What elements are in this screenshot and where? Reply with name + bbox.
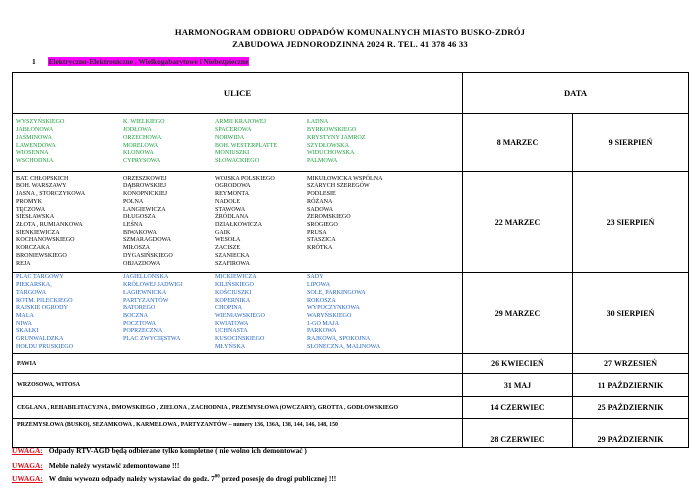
street-name: WYPOCZYNKOWA <box>307 305 360 312</box>
date-cell-1: 14 CZERWIEC <box>463 397 573 419</box>
streets-cell: PAWIA <box>13 354 463 374</box>
note-text: Odpady RTV-AGD będą odbierane tylko kompletne ( nie wolno ich demontować ) <box>48 446 307 455</box>
street-name: ARMII KRAJOWEJ <box>215 119 266 126</box>
street-name: SIESŁAWSKA <box>16 214 55 221</box>
streets-cell <box>13 273 463 354</box>
street-name: ZŁOTA , RUMIANKOWA <box>16 222 83 228</box>
streets-header: ULICE <box>13 73 463 114</box>
street-name: PROMYK <box>16 198 43 205</box>
street-name: SOLE, PARKINGOWA <box>307 289 366 296</box>
street-name: DŁUGOSZA <box>123 214 156 221</box>
street-name: JAGIELLOŃSKA <box>123 274 169 281</box>
date-cell-1: 26 KWIECIEŃ <box>463 354 573 374</box>
table-row <box>13 354 689 374</box>
category-number: 1 <box>32 57 36 66</box>
street-name: K. WIELKIEGO <box>123 119 165 126</box>
street-name: JAŚMINOWA <box>16 134 52 141</box>
street-name: PLAC TARGOWY <box>16 274 64 281</box>
street-name: SROGIEGO <box>307 222 338 228</box>
note-hour-sup: 00 <box>214 474 220 480</box>
note-text: Meble należy wystawić zdemontowane !!! <box>48 461 180 470</box>
street-name: BOH. WARSZAWY <box>16 183 67 190</box>
street-name: WIOSENNA <box>16 150 49 157</box>
date-cell-1: 22 MARZEC <box>463 172 573 273</box>
street-name: ŁADNA <box>307 119 329 126</box>
schedule-table <box>12 72 689 448</box>
street-name: MICKIEWICZA <box>215 274 257 281</box>
street-name: SZARYCH SZEREGÓW <box>307 183 370 190</box>
table-row <box>13 114 689 172</box>
street-name: OGRODOWA <box>215 183 251 190</box>
date-cell-1: 28 CZERWIEC <box>463 419 573 448</box>
date-cell-2: 29 PAŹDZIERNIK <box>573 419 689 448</box>
street-name: PARTYZANTÓW <box>123 297 169 304</box>
street-name: KOCHANOWSKIEGO <box>16 237 75 244</box>
street-name: STAWOWA <box>215 206 246 213</box>
note-3 <box>12 474 336 483</box>
street-name: KLONOWA <box>123 150 154 157</box>
street-name: REJA <box>16 260 31 267</box>
streets-cell: PRZEMYSŁOWA (BUSKO), SEZAMKOWA , KARMELOWA , PARTYZANTÓW – numery 136, 136A, 138, 144, 146, 148, 150 <box>13 419 463 448</box>
street-name: KONOPNICKIEJ <box>123 191 168 198</box>
street-name: MIŁOSZA <box>123 245 151 252</box>
street-name: JASNA , STORCZYKOWA <box>16 191 86 198</box>
street-name: REYMONTA <box>215 191 250 198</box>
street-name: 1-GO MAJA <box>307 320 339 327</box>
street-name: NORWIDA <box>215 134 245 141</box>
street-name: OBJAZDOWA <box>123 260 161 267</box>
street-name: POPRZECZNA <box>123 328 163 335</box>
table-header-row <box>13 73 689 114</box>
street-name: SADY <box>307 274 324 281</box>
street-name: UCHNASTA <box>215 328 248 335</box>
street-name: SŁOWACKIEGO <box>215 157 260 164</box>
street-column <box>16 176 123 268</box>
street-name: KRÓLOWEJ JADWIGI <box>123 282 183 289</box>
category-highlight: Elektryczno-Elektroniczne , Wielkogabarytowe i Niebezpieczne <box>48 57 249 66</box>
date-header: DATA <box>463 73 689 114</box>
street-name: JABŁONOWA <box>16 127 54 134</box>
street-column <box>123 176 215 268</box>
street-name: WIENIAWSKIEGO <box>215 313 265 319</box>
date-cell-2: 27 WRZESIEŃ <box>573 354 689 374</box>
date-cell-1: 8 MARZEC <box>463 114 573 172</box>
street-name: RÓŻANA <box>307 198 333 205</box>
street-name: PRUSA <box>307 229 327 236</box>
street-name: ŁAGIEWNICKA <box>123 289 167 296</box>
street-name: KRYSTYNY JAMROZ <box>307 134 366 141</box>
date-cell-1: 29 MARZEC <box>463 273 573 354</box>
street-column <box>307 119 447 165</box>
street-name: BOCZNA <box>123 313 149 319</box>
date-cell-2: 11 PAŹDZIERNIK <box>573 374 689 397</box>
street-name: ŻEROMSKIEGO <box>307 214 351 221</box>
table-row <box>13 273 689 354</box>
street-column <box>123 119 215 165</box>
street-name: WSCHODNIA <box>16 157 54 164</box>
street-name: SKAŁKI <box>16 328 39 335</box>
street-name: ZACISZE <box>215 245 241 252</box>
page-title: HARMONOGRAM ODBIORU ODPADÓW KOMUNALNYCH MIASTO BUSKO-ZDRÓJ <box>174 27 526 37</box>
street-name: BOH. WESTERPLATTE <box>215 142 278 149</box>
street-name: JODŁOWA <box>123 127 152 134</box>
street-name: WOJSKA POLSKIEGO <box>215 175 275 182</box>
street-name: PALMOWA <box>307 157 338 164</box>
street-name: SZAFIROWA <box>215 260 250 267</box>
street-name: ŹRÓDLANA <box>215 214 249 221</box>
street-name: SZMARAGDOWA <box>123 237 172 244</box>
street-name: KOPERNIKA <box>215 297 251 304</box>
street-name: PODLESIE <box>307 191 336 198</box>
street-name: RAJSKIE OGRODY <box>16 305 68 312</box>
street-name: LEŚNA <box>123 222 143 228</box>
street-name: WIDUCHOWSKA <box>307 150 355 157</box>
note-2 <box>12 461 179 470</box>
street-name: KUSOCIŃSKIEGO <box>215 336 265 343</box>
street-name: GRUNWALDZKA <box>16 336 64 343</box>
street-name: ROTM. PILECKIEGO <box>16 297 73 304</box>
table-row <box>13 419 689 448</box>
street-name: WESOŁA <box>215 237 241 244</box>
street-name: BIWAKOWA <box>123 229 157 236</box>
street-name: SZANIECKA <box>215 252 250 259</box>
street-name: LIPOWA <box>307 282 331 289</box>
street-name: TĘCZOWA <box>16 206 46 213</box>
category-label <box>32 57 249 66</box>
street-name: KILIŃSKIEGO <box>215 282 254 289</box>
streets-cell <box>13 114 463 172</box>
street-name: DĄBROWSKIEJ <box>123 183 166 190</box>
street-name: WYSZYŃSKIEGO <box>16 119 65 126</box>
date-cell-2: 25 PAŹDZIERNIK <box>573 397 689 419</box>
street-name: PARKOWA <box>307 328 337 335</box>
date-cell-2: 30 SIERPIEŃ <box>573 273 689 354</box>
street-column <box>307 176 447 268</box>
street-name: KORCZAKA <box>16 245 50 252</box>
street-name: MORELOWA <box>123 142 159 149</box>
street-name: HOŁDU PRUSKIEGO <box>16 343 74 350</box>
street-name: LANGIEWICZA <box>123 206 166 213</box>
street-column <box>215 176 307 268</box>
street-name: KRÓTKA <box>307 245 333 252</box>
date-cell-2: 23 SIERPIEŃ <box>573 172 689 273</box>
warning-label: UWAGA: <box>12 474 43 483</box>
street-name: ORZESZKOWEJ <box>123 175 167 182</box>
street-name: SŁONECZNA, MALINOWA <box>307 343 381 350</box>
street-name: NADOLE <box>215 198 241 205</box>
streets-cell: WRZOSOWA, WITOSA <box>13 374 463 397</box>
street-column <box>16 119 123 165</box>
note-text-end: przed posesję do drogi publicznej !!! <box>219 474 337 483</box>
street-column <box>123 274 215 351</box>
street-name: KOŚCIUSZKI <box>215 289 252 296</box>
street-name: POCZTOWA <box>123 320 157 327</box>
street-name: PLAC ZWYCIĘSTWA <box>123 336 181 343</box>
street-name: SADOWA <box>307 206 334 213</box>
street-name: MŁYŃSKA <box>215 343 246 350</box>
street-column <box>307 274 447 351</box>
street-name: LAWENDOWA <box>16 142 56 149</box>
street-column <box>215 119 307 165</box>
street-name: NIWA <box>16 320 32 327</box>
street-name: CHOPINA <box>215 305 243 312</box>
street-name: STASZICA <box>307 237 336 244</box>
street-name: MIKUŁOWICKA WSPÓLNA <box>307 175 383 182</box>
note-text: W dniu wywozu odpady należy wystawiać do godz. 7 <box>48 474 215 483</box>
street-name: CYPRYSOWA <box>123 157 161 164</box>
street-name: SPACEROWA <box>215 127 252 134</box>
street-name: POLNA <box>123 198 144 205</box>
street-name: KWIATOWA <box>215 320 249 327</box>
street-name: TARGOWA <box>16 289 46 296</box>
warning-label: UWAGA: <box>12 461 43 470</box>
table-row <box>13 172 689 273</box>
street-name: BYRKOWSKIEGO <box>307 127 357 134</box>
street-name: RAJKOWA, SPOKOJNA <box>307 336 371 343</box>
street-name: SIENKIEWICZA <box>16 229 60 236</box>
street-name: WARYŃSKIEGO <box>307 313 352 319</box>
date-cell-1: 31 MAJ <box>463 374 573 397</box>
street-name: ROKOSZA <box>307 297 336 304</box>
street-name: ORZECHOWA <box>123 134 162 141</box>
page-subtitle: ZABUDOWA JEDNORODZINNA 2024 R. TEL. 41 378 46 33 <box>232 39 468 49</box>
street-name: PIEKARSKA, <box>16 282 52 289</box>
street-name: BAT. CHŁOPSKICH <box>16 175 69 182</box>
streets-cell: CEGLANA , REHABILITACYJNA , DMOWSKIEGO , ZIELONA , ZACHODNIA , PRZEMYSŁOWA (OWCZARY), GROTTA , GODŁOWSKIEGO <box>13 397 463 419</box>
table-row <box>13 397 689 419</box>
streets-cell <box>13 172 463 273</box>
note-1 <box>12 446 307 455</box>
warning-label: UWAGA: <box>12 446 43 455</box>
street-name: BRONIEWSKIEGO <box>16 252 67 259</box>
date-cell-2: 9 SIERPIEŃ <box>573 114 689 172</box>
street-name: DZIAŁKOWICZA <box>215 222 263 228</box>
street-name: MALA <box>16 313 34 319</box>
street-name: GAIK <box>215 229 231 236</box>
street-name: DYGASIŃSKIEGO <box>123 252 173 259</box>
table-row <box>13 374 689 397</box>
street-name: MONIUSZKI <box>215 150 250 157</box>
street-column <box>16 274 123 351</box>
street-name: SZYDŁOWSKA <box>307 142 349 149</box>
street-column <box>215 274 307 351</box>
street-name: BATOREGO <box>123 305 156 312</box>
